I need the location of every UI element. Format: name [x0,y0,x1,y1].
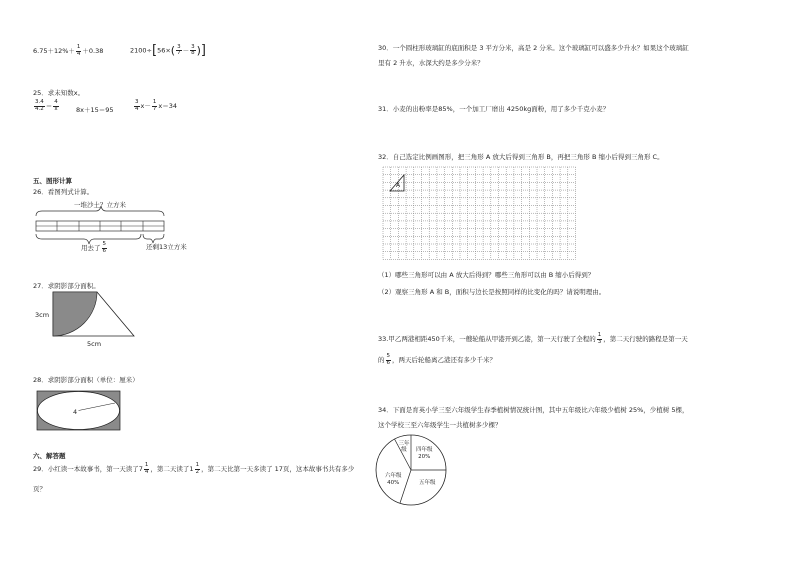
q27-side-label: 3cm [35,311,50,319]
q26-title: 26．看图列式计算。 [33,188,94,196]
pie-label-grade4: 四年级 20% [416,447,433,460]
expr2-part-a: 2100÷ [130,46,152,55]
q26-top-label: 一堆沙土？立方米 [74,201,126,209]
expr1-part-b: ＋0.38 [82,47,104,55]
expr2-minus: － [182,46,190,55]
q32-title: 32．自己选定比例画图形，把三角形 A 放大后得到三角形 B，再把三角形 B 缩小后得到三角形 C。 [378,153,664,161]
q25-equation-3: $\frac{3}{4}$ x－ $\frac{1}{7}$ x＝34 [135,99,177,112]
fraction-3-7: $\frac{3}{7}$ [177,43,181,56]
paren-left: ( [170,44,176,57]
bracket-left: [ [152,43,158,58]
q28-radius-label: 4 [73,408,78,416]
q29-line-1: 29．小红读一本故事书，第一天读了7 $\frac{1}{4}$ ，第二天读了1 $\frac{1}{2}$ ，第二天比第一天多读了 17页，这本故事书共有多少 [33,462,355,475]
q30-line-1: 30．一个圆柱形玻璃缸的底面积是 3 平方分米，高是 2 分米。这个玻璃缸可以盛多少升水？如果这个玻璃缸 [378,44,689,52]
q25-equation-1: $\frac{3.4}{4.2}$ ＝ $\frac{4}{x}$ [35,99,58,112]
q34-line-1: 34．下面是育英小学三至六年级学生春季植树情况统计图，其中五年级比六年级少植树 25%，少植树 5棵， [378,406,689,414]
section-6-heading: 六、解答题 [33,452,66,460]
pie-label-grade5: 五年级 [419,480,436,486]
q32-sub-2: （2）观察三角形 A 和 B，面积与边长是按照同样的比变化的吗？请说明理由。 [378,288,606,296]
q33-line-2: 的 $\frac{5}{6}$ ，两天后轮船离乙港还有多少千米？ [378,353,496,366]
q32-sub-1: （1）哪些三角形可以由 A 放大后得到？哪些三角形可以由 B 缩小后得到？ [378,271,595,279]
q34-line-2: 这个学校三至六年级学生一共植树多少棵？ [378,421,502,429]
expr2-part-b: 56× [157,46,171,55]
paren-right: ) [196,44,201,57]
q25-equation-2: 8x＋15＝95 [76,106,114,114]
q30-line-2: 里有 2 升水，水深大约是多少分米？ [378,59,484,67]
q25-title: 25．求未知数x。 [33,89,85,97]
q28-title: 28．求阴影部分面积（单位：厘米） [33,376,139,384]
q29-line-2: 页？ [33,485,46,493]
fraction-one-quarter: $\frac{1}{4}$ [76,44,81,57]
q33-line-1: 33.甲乙两港相距450千米，一艘轮船从甲港开到乙港，第一天行驶了全程的 $\frac{1}{3}$ ，第二天行驶的路程是第一天 [378,332,688,345]
q31-text: 31．小麦的出粉率是85%，一个加工厂磨出 4250kg面粉，用了多少千克小麦？ [378,105,610,113]
q27-bottom-label: 5cm [87,340,102,348]
pie-label-grade3: 三年级 [398,441,410,453]
triangle-a-label: A [396,182,401,189]
q26-used-label: 用去了 $\frac{5}{6}$ [81,241,106,254]
pie-label-grade6: 六年级 40% [385,473,402,486]
fraction-3-8: $\frac{3}{8}$ [191,43,195,56]
q27-title: 27．求阴影部分面积。 [33,282,100,290]
expr1-part-a: 6.75＋12%＋ [33,47,75,55]
section-5-heading: 五、图形计算 [33,177,72,185]
bracket-right: ] [200,43,206,58]
q26-remain-label: 还剩13立方米 [146,243,187,251]
